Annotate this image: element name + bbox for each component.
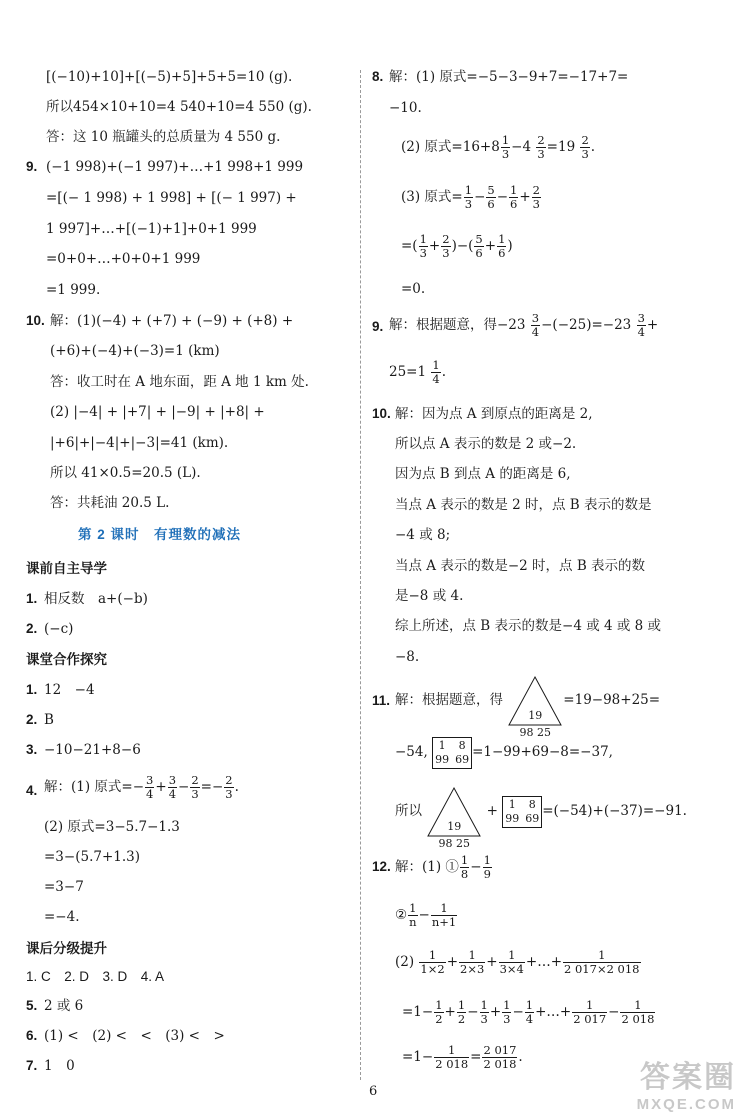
- math-line: (3) 原式= $\frac{1}{3}$ − $\frac{5}{6}$ − $\frac{1}{6}$ + $\frac{2}{3}$: [401, 183, 540, 211]
- text-line: 所以454×10+10=4 540+10=4 550 (g).: [46, 99, 312, 115]
- fraction: $\frac{1}{3}$: [503, 998, 511, 1026]
- fraction: $\frac{1}{4}$: [525, 998, 534, 1026]
- triangle-figure: 19 98 25: [507, 675, 563, 727]
- fraction: $\frac{2}{3}$: [532, 183, 540, 211]
- math-line: −54, 1 8 99 69 =1−99+69−8=−37,: [395, 732, 613, 772]
- math-line: 解：(1) 原式=− $\frac{3}{4}$ + $\frac{3}{4}$ − $\frac{2}{3}$ =− $\frac{2}{3}$ .: [44, 773, 239, 801]
- text-line: 2 或 6: [44, 998, 84, 1014]
- text-line: (1) < (2) < < (3) < >: [44, 1028, 225, 1044]
- text-line: 解：因为点 A 到原点的距离是 2,: [395, 406, 593, 422]
- text-line: 因为点 B 到点 A 的距离是 6,: [395, 466, 571, 482]
- fraction: $\frac{5}{6}$: [475, 232, 483, 260]
- fraction: $\frac{2}{3}$: [537, 133, 545, 161]
- fraction: $\frac{1}{4}$: [432, 358, 440, 386]
- fraction: $\frac{3}{4}$: [146, 773, 154, 801]
- fraction: $\frac{3}{4}$: [531, 311, 540, 339]
- section-heading: 课后分级提升: [26, 941, 107, 956]
- question-number: 10.: [26, 313, 45, 328]
- math-line: 解：(1) ① $\frac{1}{8}$ − $\frac{1}{9}$: [395, 853, 491, 881]
- text-line: =[(− 1 998) + 1 998] + [(− 1 997) +: [46, 190, 297, 206]
- question-number: 3.: [26, 742, 38, 757]
- text-line: [(−10)+10]+[(−5)+5]+5+5=10 (g).: [46, 69, 293, 85]
- math-line: (2) 原式=16+8 $\frac{1}{3}$ −4 $\frac{2}{3}$ =19 $\frac{2}{3}$ .: [401, 133, 596, 161]
- question-number: 2.: [26, 712, 38, 727]
- fraction: $\frac{1}{2\times 3}$: [460, 948, 485, 976]
- fraction: $\frac{5}{6}$: [487, 183, 495, 211]
- text-line: −4 或 8;: [395, 527, 451, 543]
- fraction: $\frac{1}{3}$: [480, 998, 488, 1026]
- text-line: (2) 原式=3−5.7−1.3: [44, 819, 180, 835]
- fraction: $\frac{2}{3}$: [442, 232, 450, 260]
- math-line: =( $\frac{1}{3}$ + $\frac{2}{3}$ )−( $\frac{5}{6}$ + $\frac{1}{6}$ ): [401, 232, 513, 260]
- fraction: $\frac{1}{3}$: [501, 133, 510, 161]
- fraction: $\frac{1}{8}$: [460, 853, 469, 881]
- fraction: $\frac{1}{2 017\times 2 018}$: [564, 948, 640, 976]
- text-line: (+6)+(−4)+(−3)=1 (km): [50, 343, 220, 359]
- fraction: $\frac{1}{3}$: [419, 232, 427, 260]
- question-number: 7.: [26, 1058, 38, 1073]
- fraction: $\frac{1}{6}$: [510, 183, 518, 211]
- question-number: 11.: [372, 693, 391, 708]
- math-line: =1− $\frac{1}{2 018}$ = $\frac{2 017}{2 018}$ .: [402, 1043, 523, 1071]
- text-line: 12 −4: [44, 682, 95, 698]
- math-line: 所以 19 98 25 + 1 8 99 69 =(−54)+(−37)=−91.: [395, 783, 687, 839]
- text-line: 是−8 或 4.: [395, 588, 464, 604]
- fraction: $\frac{1}{n+1}$: [431, 901, 457, 929]
- fraction: $\frac{2}{3}$: [191, 773, 199, 801]
- fraction: $\frac{2}{3}$: [581, 133, 589, 161]
- math-line: ② $\frac{1}{n}$ − $\frac{1}{n+1}$: [395, 901, 457, 929]
- text-line: =1 999.: [46, 282, 101, 298]
- text-line: =3−7: [44, 879, 84, 895]
- page-number: 6: [369, 1084, 378, 1099]
- text-line: (−c): [44, 621, 74, 637]
- fraction: $\frac{1}{9}$: [483, 853, 491, 881]
- fraction: $\frac{1}{2 017}$: [573, 998, 607, 1026]
- section-heading: 课堂合作探究: [26, 652, 107, 667]
- watermark-text: 答案圈: [640, 1061, 736, 1094]
- text-line: =0.: [401, 281, 426, 297]
- text-line: 答：这 10 瓶罐头的总质量为 4 550 g.: [46, 129, 281, 145]
- square-figure: 1 8 99 69: [502, 796, 542, 828]
- fraction: $\frac{1}{3\times 4}$: [499, 948, 524, 976]
- question-number: 2.: [26, 621, 38, 636]
- column-divider: [360, 70, 361, 1080]
- fraction: $\frac{1}{2 018}$: [621, 998, 655, 1026]
- fraction: $\frac{1}{6}$: [498, 232, 506, 260]
- question-number: 12.: [372, 859, 391, 874]
- question-number: 4.: [26, 783, 38, 798]
- text-line: 当点 A 表示的数是 2 时，点 B 表示的数是: [395, 497, 652, 513]
- question-number: 10.: [372, 406, 391, 421]
- watermark-url: MXQE.COM: [636, 1096, 736, 1113]
- math-line: 25=1 $\frac{1}{4}$ .: [389, 358, 447, 386]
- question-number: 9.: [372, 319, 384, 334]
- text-line: 综上所述，点 B 表示的数是−4 或 4 或 8 或: [395, 618, 662, 634]
- math-line: =1− $\frac{1}{2}$ + $\frac{1}{2}$ − $\frac{1}{3}$ + $\frac{1}{3}$ − $\frac{1}{4}$ +…+ $\frac{1}{2 017}$ − $\frac{1}{2 018}$: [402, 998, 655, 1026]
- question-number: 5.: [26, 998, 38, 1013]
- text-line: 1 997]+…+[(−1)+1]+0+1 999: [46, 221, 257, 237]
- fraction: $\frac{1}{3}$: [464, 183, 473, 211]
- question-number: 1.: [26, 682, 38, 697]
- lesson-title: 第 2 课时 有理数的减法: [78, 527, 242, 542]
- text-line: −10−21+8−6: [44, 742, 141, 758]
- math-line: (2) $\frac{1}{1\times 2}$ + $\frac{1}{2\times 3}$ + $\frac{1}{3\times 4}$ +…+ $\frac{1}{2 017\times 2 018}$: [395, 948, 640, 976]
- answer-line: 1. C 2. D 3. D 4. A: [26, 969, 165, 984]
- fraction: $\frac{3}{4}$: [168, 773, 177, 801]
- watermark-logo: [637, 1052, 736, 1113]
- text-line: 答：共耗油 20.5 L.: [50, 495, 170, 511]
- text-line: 解：(1) 原式=−5−3−9+7=−17+7=: [389, 69, 629, 85]
- text-line: 解：(1)(−4) + (+7) + (−9) + (+8) +: [50, 313, 294, 329]
- question-number: 1.: [26, 591, 38, 606]
- text-line: 当点 A 表示的数是−2 时，点 B 表示的数: [395, 558, 646, 574]
- fraction: $\frac{1}{n}$: [409, 901, 417, 929]
- question-number: 8.: [372, 69, 384, 84]
- text-line: 答：收工时在 A 地东面，距 A 地 1 km 处.: [50, 374, 309, 390]
- math-line: 解：根据题意，得 19 98 25 =19−98+25=: [395, 672, 660, 728]
- triangle-figure: 19 98 25: [426, 786, 482, 838]
- fraction: $\frac{1}{2}$: [457, 998, 466, 1026]
- text-line: (2) |−4| + |+7| + |−9| + |+8| +: [50, 404, 265, 420]
- fraction: $\frac{1}{2 018}$: [435, 1043, 469, 1071]
- text-line: −10.: [389, 100, 422, 116]
- text-line: B: [44, 712, 54, 728]
- question-number: 9.: [26, 159, 38, 174]
- math-line: 解：根据题意，得−23 $\frac{3}{4}$ −(−25)=−23 $\frac{3}{4}$ +: [389, 311, 659, 339]
- section-heading: 课前自主导学: [26, 561, 107, 576]
- text-line: =0+0+…+0+0+1 999: [46, 251, 201, 267]
- text-line: (−1 998)+(−1 997)+…+1 998+1 999: [46, 159, 304, 175]
- fraction: $\frac{1}{1\times 2}$: [420, 948, 445, 976]
- fraction: $\frac{2 017}{2 018}$: [483, 1043, 517, 1071]
- text-line: 1 0: [44, 1058, 75, 1074]
- square-figure: 1 8 99 69: [432, 737, 472, 769]
- fraction: $\frac{2}{3}$: [225, 773, 233, 801]
- text-line: 相反数 a+(−b): [44, 591, 148, 607]
- fraction: $\frac{3}{4}$: [637, 311, 645, 339]
- text-line: −8.: [395, 649, 420, 665]
- text-line: =−4.: [44, 909, 80, 925]
- question-number: 6.: [26, 1028, 38, 1043]
- text-line: 所以点 A 表示的数是 2 或−2.: [395, 436, 577, 452]
- text-line: 所以 41×0.5=20.5 (L).: [50, 465, 201, 481]
- fraction: $\frac{1}{2}$: [435, 998, 443, 1026]
- text-line: =3−(5.7+1.3): [44, 849, 140, 865]
- text-line: |+6|+|−4|+|−3|=41 (km).: [50, 435, 229, 451]
